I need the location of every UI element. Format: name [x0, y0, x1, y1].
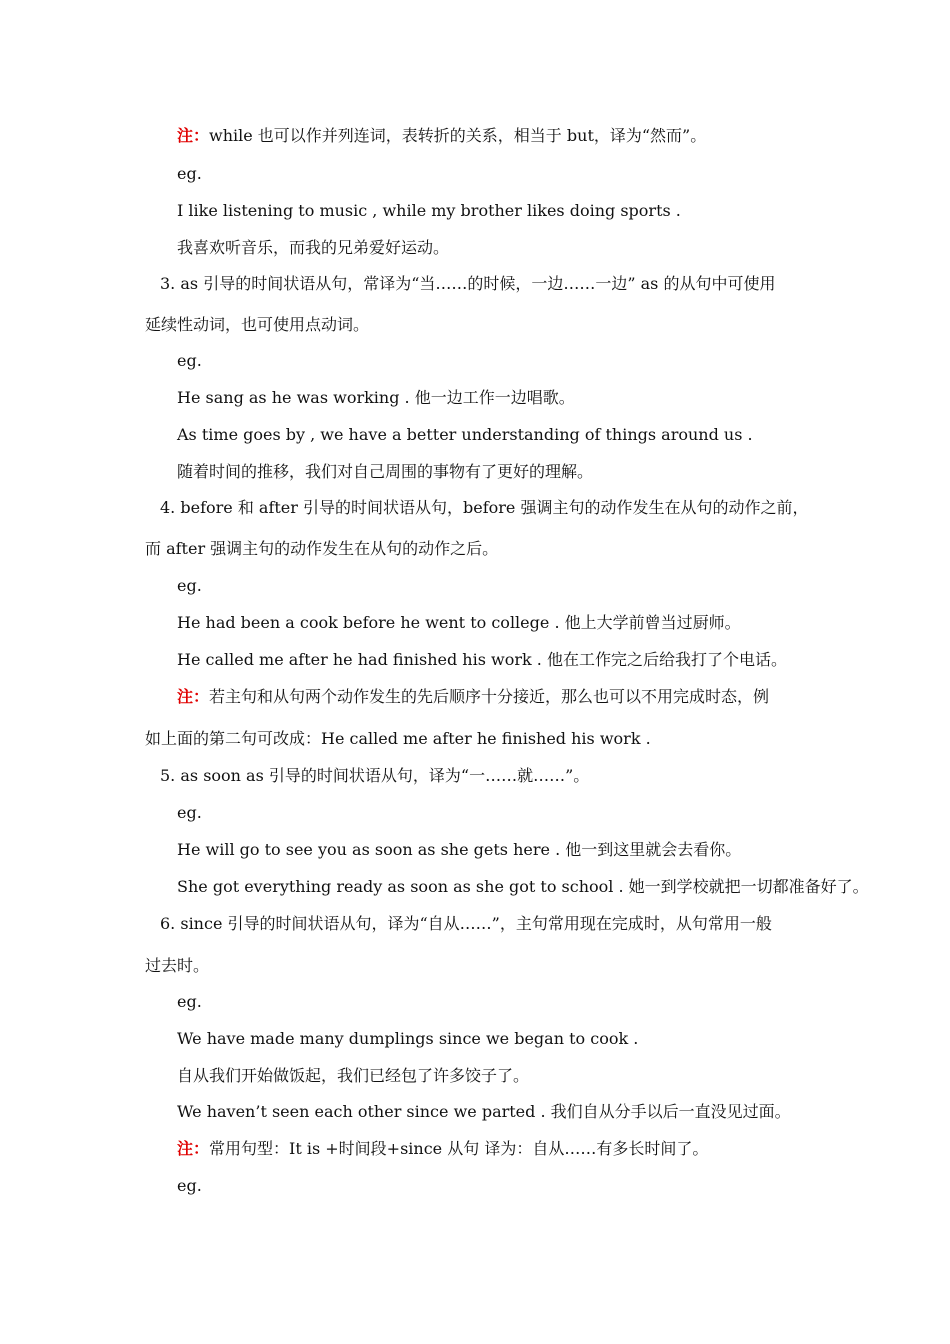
example-chinese: 随着时间的推移，我们对自己周围的事物有了更好的理解。	[177, 462, 594, 481]
example-sentence: He had been a cook before he went to college . 他上大学前曾当过厨师。	[177, 613, 741, 632]
example-chinese: 我喜欢听音乐，而我的兄弟爱好运动。	[177, 238, 450, 257]
item-6-heading-cont: 过去时。	[145, 956, 210, 975]
note-item-4	[177, 687, 769, 707]
example-chinese: 自从我们开始做饭起，我们已经包了许多饺子了。	[177, 1066, 530, 1085]
note-text: 若主句和从句两个动作发生的先后顺序十分接近，那么也可以不用完成时态，例	[209, 687, 770, 706]
note-label: 注：	[177, 687, 210, 706]
example-sentence: He sang as he was working . 他一边工作一边唱歌。	[177, 388, 575, 407]
item-6-heading: 6. since 引导的时间状语从句，译为“自从……”，主句常用现在完成时，从句常用一般	[160, 914, 772, 933]
item-5-heading: 5. as soon as 引导的时间状语从句，译为“一……就……”。	[160, 766, 590, 785]
example-english: We have made many dumplings since we began to cook .	[177, 1029, 639, 1048]
eg-label: eg.	[177, 164, 202, 183]
note-while	[177, 126, 706, 146]
example-english: As time goes by , we have a better understanding of things around us .	[177, 425, 753, 444]
note-label: 注：	[177, 1139, 210, 1158]
example-sentence: We haven’t seen each other since we parted . 我们自从分手以后一直没见过面。	[177, 1102, 791, 1121]
eg-label: eg.	[177, 1176, 202, 1195]
eg-label: eg.	[177, 992, 202, 1011]
example-sentence: She got everything ready as soon as she got to school . 她一到学校就把一切都准备好了。	[177, 877, 869, 896]
item-3-heading-cont: 延续性动词，也可使用点动词。	[145, 315, 370, 334]
note-text: while 也可以作并列连词，表转折的关系，相当于 but，译为“然而”。	[209, 126, 707, 145]
item-3-heading: 3. as 引导的时间状语从句，常译为“当……的时候，一边……一边” as 的从句中可使用	[160, 274, 776, 293]
eg-label: eg.	[177, 351, 202, 370]
example-english: I like listening to music , while my brother likes doing sports .	[177, 201, 681, 220]
example-sentence: He called me after he had finished his work . 他在工作完之后给我打了个电话。	[177, 650, 787, 669]
note-item-6	[177, 1139, 708, 1159]
note-item-4-cont: 如上面的第二句可改成：He called me after he finished his work .	[145, 729, 651, 748]
note-text: 常用句型：It is +时间段+since 从句 译为：自从……有多长时间了。	[209, 1139, 709, 1158]
eg-label: eg.	[177, 803, 202, 822]
item-4-heading: 4. before 和 after 引导的时间状语从句，before 强调主句的动作发生在从句的动作之前，	[160, 498, 809, 517]
note-label: 注：	[177, 126, 210, 145]
item-4-heading-cont: 而 after 强调主句的动作发生在从句的动作之后。	[145, 539, 499, 558]
example-sentence: He will go to see you as soon as she gets here . 他一到这里就会去看你。	[177, 840, 742, 859]
eg-label: eg.	[177, 576, 202, 595]
